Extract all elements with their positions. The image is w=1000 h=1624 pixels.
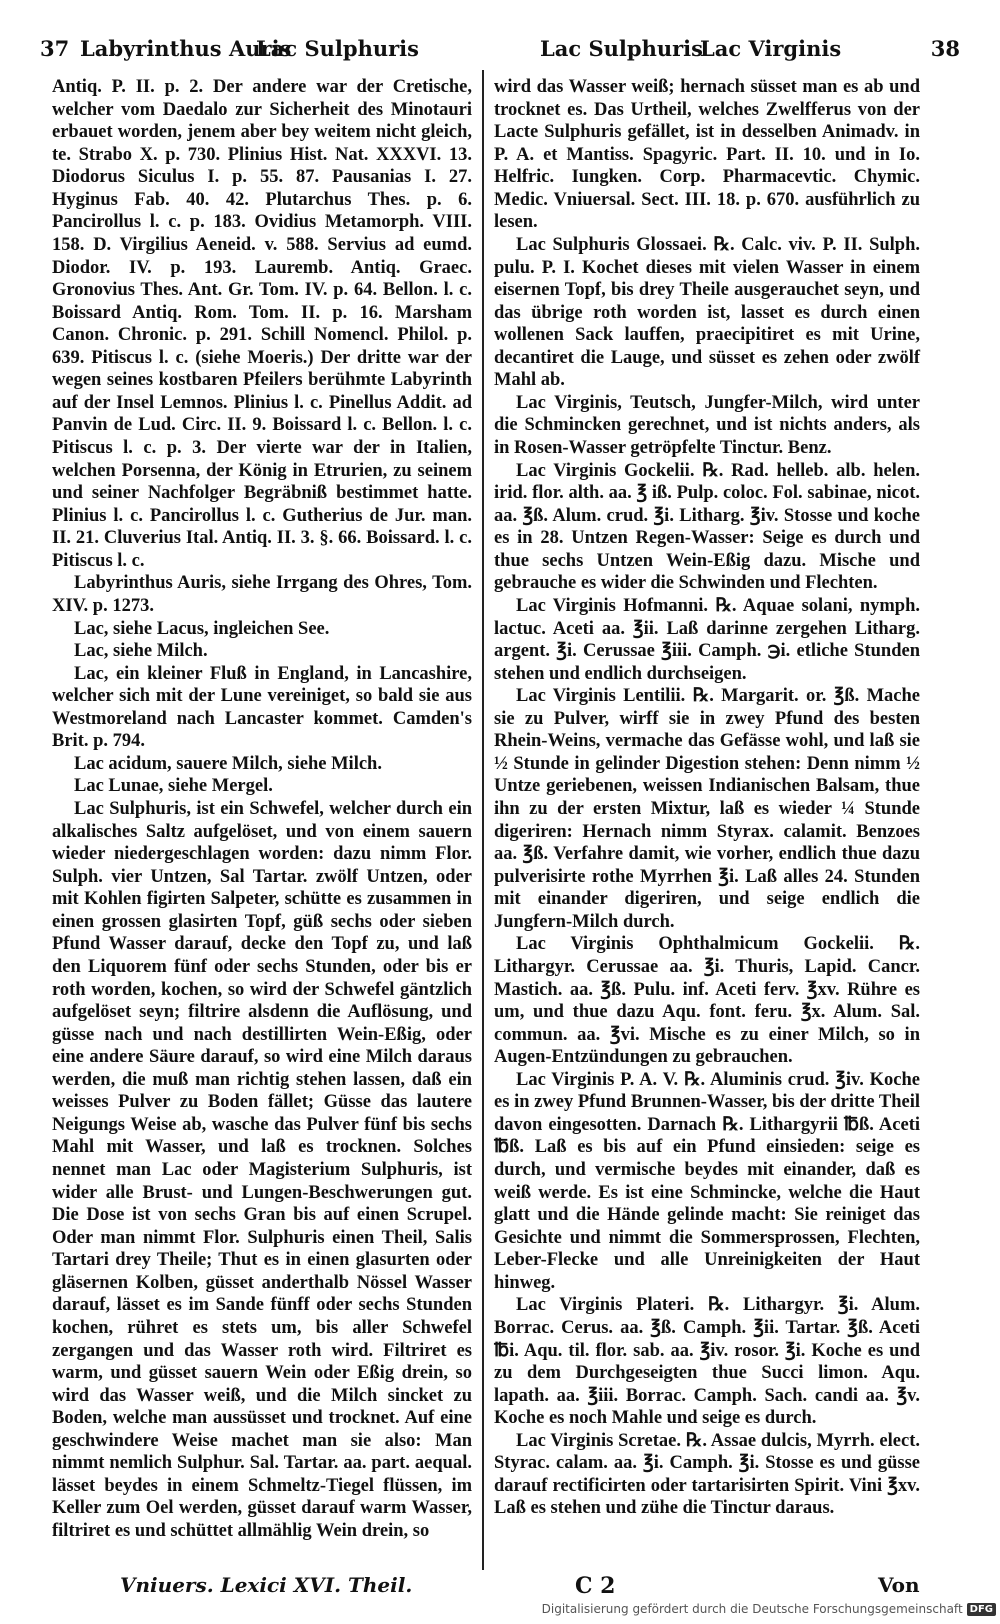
guide-word-right-1: Lac Sulphuris [540, 36, 703, 61]
entry-paragraph: Lac, siehe Milch. [74, 641, 208, 662]
volume-signature: Vniuers. Lexici XVI. Theil. [120, 1573, 413, 1597]
entry-paragraph: Lac Virginis Lentilii. ℞. Margarit. or. ℥ß. Mache sie zu Pulver, wirff sie in zwey Pfund des besten Rhein-Weins, vermache das Gefässe wohl, und laß sie ½ Stunde in gelinder Digestion stehen: Denn nimm ½ Untze geriebenen, weissen Indianischen Balsam, thue ihn zu der ersten Mixtur, laß es wieder ¼ Stunde digeriren: Hernach nimm Styrax. calamit. Benzoes aa. ℥ß. Verfahre damit, wie vorher, endlich thue dazu pulverisirte rothe Myrrhen ℥i. Laß alles 24. Stunden mit einander digeriren, und seige endlich die Jungfern-Milch durch. [494, 686, 920, 932]
entry-paragraph: Lac Virginis Plateri. ℞. Lithargyr. ℥i. Alum. Borrac. Cerus. aa. ℥ß. Camph. ℥ii. Tartar. ℥ß. Aceti ℔i. Aqu. til. flor. sab. aa. ℥iv. rosor. ℥i. Koche es und zu dem Durchgeseigten thue Succi limon. Aqu. lapath. aa. ℥iii. Borrac. Camph. Sach. candi aa. ℥v. Koche es noch Mahle und seige es durch. [494, 1295, 920, 1429]
entry-paragraph: Lac, ein kleiner Fluß in England, in Lancashire, welcher sich mit der Lune vereiniget, so bald sie aus Westmoreland nach Lancaster kommet. Camden's Brit. p. 794. [52, 663, 472, 752]
entry-paragraph: Lac Sulphuris, ist ein Schwefel, welcher durch ein alkalisches Saltz aufgelöset, und von einem sauern wieder niedergeschlagen worden: dazu nimm Flor. Sulph. vier Untzen, Sal Tartar. zwölf Untzen, oder mit Kohlen figirten Salpeter, schütte es zusammen in einen grossen glasirten Topf, güß sechs oder sieben Pfund Wasser darauf, decke den Topf zu, und laß den Liquorem fünf oder sechs Stunden, oder bis er roth worden, kochen, so wird der Schwefel gäntzlich aufgelöset seyn; filtrire alsdenn die Auflösung, und güsse nach und nach destillirten Wein-Eßig, oder eine andere Säure darauf, so wird eine Milch daraus werden, die muß man richtig stehen lassen, daß ein weisses Pulver zu Boden fället; Güsse das lautere Neigungs Weise ab, wasche das Pulver fünf bis sechs Mahl mit Wasser, und laß es trocknen. Solches nennet man Lac oder Magisterium Sulphuris, ist wider alle Brust- und Lungen-Beschwerungen gut. Die Dose ist von sechs Gran bis auf einen Scrupel. Oder man nimmt Flor. Sulphuris einen Theil, Salis Tartari drey Theile; Thut es in einen glasurten oder gläsernen Kolben, güsset anderthalb Nössel Wasser darauf, lässet es im Sande fünff oder sechs Stunden kochen, rühret es stets um, bis aller Schwefel zergangen und das Wasser roth wird. Filtriret es warm, und güsset sauern Wein oder Eßig drein, so wird das Wasser weiß, und die Milch sincket zu Boden, welche man aussüsset und trocknet. Auf eine geschwindere Weise machet man sie also: Man nimmt nemlich Sulphur. Sal. Tartar. aa. part. aequal. lässet beydes in einem Schmeltz-Tiegel flüssen, im Keller zum Oel werden, güsset darauf warm Wasser, filtriret es und schüttet allmählig Wein drein, so [52, 799, 472, 1541]
page-number-right: 38 [930, 36, 960, 61]
column-divider [482, 70, 484, 1570]
guide-word-right-2: Lac Virginis [700, 36, 842, 61]
entry-paragraph: Lac Virginis Scretae. ℞. Assae dulcis, Myrrh. elect. Styrac. calam. aa. ℥i. Camph. ℥i. Stosse es und güsse darauf rectificirten oder tartarisirten Spirit. Vini ℥xv. Laß es stehen und zühe die Tinctur daraus. [494, 1430, 920, 1519]
entry-paragraph: Lac Sulphuris Glossaei. ℞. Calc. viv. P. II. Sulph. pulu. P. I. Kochet dieses mit vielen Wasser in einem eisernen Topf, bis drey Theile ausgerauchet seyn, und das übrige roth worden ist, lasset es durch einen wollenen Sack lauffen, praecipitiret es mit Urine, decantiret die Lauge, und süsset es zehen oder zwölf Mahl ab. [494, 234, 920, 391]
guide-word-left-1: Labyrinthus Auris [80, 36, 292, 61]
guide-word-left-2: Lac Sulphuris [256, 36, 419, 61]
entry-paragraph: Lac acidum, sauere Milch, siehe Milch. [74, 753, 382, 774]
left-column [52, 76, 472, 1543]
running-header [40, 26, 960, 66]
credit-text: Digitalisierung gefördert durch die Deutsche Forschungsgemeinschaft [541, 1602, 963, 1616]
entry-paragraph: Lac, siehe Lacus, ingleichen See. [74, 618, 330, 639]
entry-paragraph: Lac Virginis Ophthalmicum Gockelii. ℞. Lithargyr. Cerussae aa. ℥i. Thuris, Lapid. Cancr. Mastich. aa. ℥ß. Pulu. inf. Aceti ferv. ℥xv. Rühre es um, und thue dazu Aqu. font. feru. ℥x. Alum. Sal. commun. aa. ℥vi. Mische es zu einer Milch, so in Augen-Entzündungen zu gebrauchen. [494, 934, 920, 1068]
entry-paragraph: Lac Lunae, siehe Mergel. [74, 776, 273, 797]
entry-paragraph: wird das Wasser weiß; hernach süsset man es ab und trocknet es. Das Urtheil, welches Zwelfferus von der Lacte Sulphuris gefället, ist in desselben Animadv. in P. A. et Mantiss. Spagyric. Part. II. 10. und in Io. Helfric. Iungken. Corp. Pharmacevtic. Chymic. Medic. Vniuersal. Sect. III. 18. p. 670. ausführlich zu lesen. [494, 77, 920, 233]
entry-paragraph: Lac Virginis Gockelii. ℞. Rad. helleb. alb. helen. irid. flor. alth. aa. ℥ iß. Pulp. coloc. Fol. sabinae, nicot. aa. ℥ß. Alum. crud. ℥i. Litharg. ℥iv. Stosse und koche es in 28. Untzen Regen-Wasser: Seige es durch und thue sechs Untzen Wein-Eßig dazu. Mische und gebrauche es wider die Schwinden und Flechten. [494, 460, 920, 594]
page-number-left: 37 [40, 36, 70, 61]
entry-paragraph: Antiq. P. II. p. 2. Der andere war der Cretische, welcher vom Daedalo zur Sicherheit des Minotauri erbauet worden, jenem aber bey weitem nicht gleich, te. Strabo X. p. 730. Plinius Hist. Nat. XXXVI. 13. Diodorus Siculus I. p. 55. 87. Pausanias I. 27. Hyginus Fab. 40. 42. Plutarchus Thes. p. 6. Pancirollus l. c. p. 183. Ovidius Metamorph. VIII. 158. D. Virgilius Aeneid. v. 588. Servius ad eumd. Diodor. IV. p. 193. Lauremb. Antiq. Graec. Gronovius Thes. Ant. Gr. Tom. IV. p. 64. Bellon. l. c. Boissard Antiq. Rom. Tom. II. p. 16. Marsham Canon. Chronic. p. 291. Schill Nomencl. Philol. p. 639. Pitiscus l. c. (siehe Moeris.) Der dritte war der wegen seines kostbaren Pfeilers berühmte Labyrinth auf der Insel Lemnos. Plinius l. c. Pinellus Addit. ad Panvin de Lud. Circ. II. 9. Boissard l. c. Bellon. l. c. Pitiscus l. c. p. 3. Der vierte war der in Italien, welchen Porsenna, der König in Etrurien, zu seinem und seiner Nachfolger Begräbniß bestimmet hatte. Plinius l. c. Pancirollus l. c. Gutherius de Jur. man. II. 21. Cluverius Ital. Antiq. II. 3. §. 66. Boissard. l. c. Pitiscus l. c. [52, 77, 472, 571]
sheet-signature: C 2 [575, 1573, 616, 1599]
dfg-logo: DFG [967, 1603, 996, 1616]
entry-paragraph: Labyrinthus Auris, siehe Irrgang des Ohres, Tom. XIV. p. 1273. [52, 573, 472, 616]
entry-paragraph: Lac Virginis, Teutsch, Jungfer-Milch, wird unter die Schmincken gerechnet, und ist nichts anders, als in Rosen-Wasser getröpfelte Tinctur. Benz. [494, 392, 920, 458]
digitization-credit [542, 1600, 996, 1618]
catchword: Von [878, 1573, 920, 1597]
entry-paragraph: Lac Virginis P. A. V. ℞. Aluminis crud. ℥iv. Koche es in zwey Pfund Brunnen-Wasser, bis der dritte Theil davon eingesotten. Darnach ℞. Lithargyrii ℔ß. Aceti ℔ß. Laß es bis auf ein Pfund einsieden: seige es durch, und vermische beydes mit einander, daß es weiß werde. Es ist eine Schmincke, welche die Haut glatt und die Hände gelinde macht: Sie reiniget das Gesichte und nimmt die Sommersprossen, Flechten, Leber-Flecke und alle Unreinigkeiten der Haut hinweg. [494, 1069, 920, 1293]
right-column [494, 76, 920, 1520]
entry-paragraph: Lac Virginis Hofmanni. ℞. Aquae solani, nymph. lactuc. Aceti aa. ℥ii. Laß darinne zergehen Litharg. argent. ℥i. Cerussae ℥iii. Camph. ℈i. etliche Stunden stehen und endlich durchseigen. [494, 595, 920, 684]
